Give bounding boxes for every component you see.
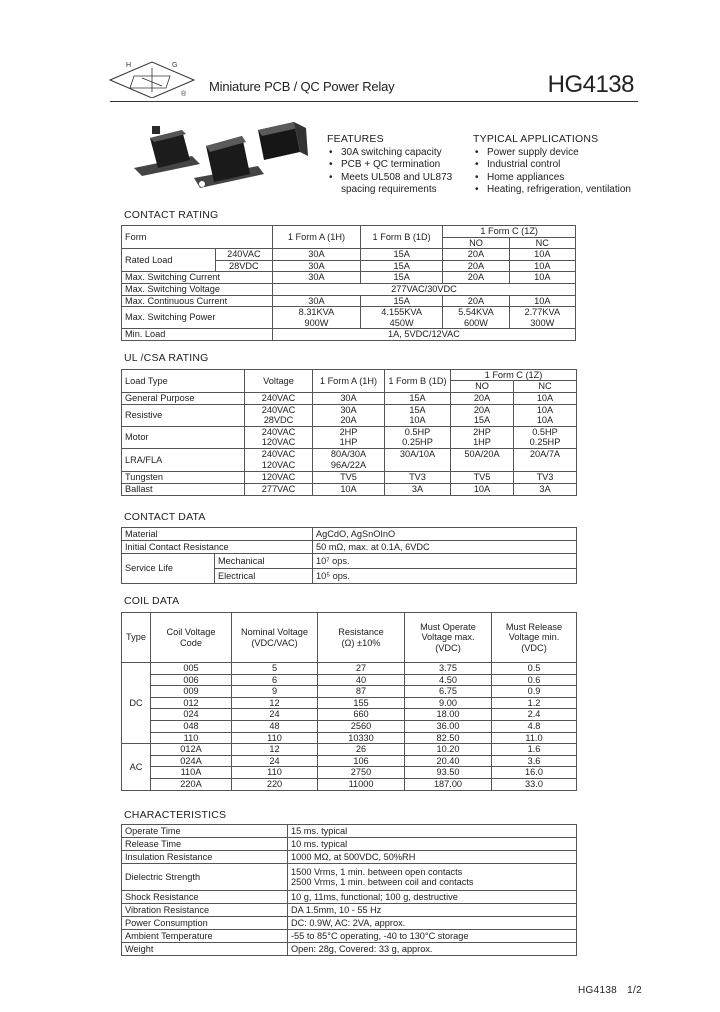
applications-block (473, 133, 653, 196)
cell: 240VAC 120VAC (245, 426, 313, 448)
cell: 15 ms. typical (288, 825, 577, 838)
coil-cell-nominal: 24 (232, 709, 318, 721)
cell: 1A, 5VDC/12VAC (272, 329, 575, 341)
brand-logo (108, 58, 196, 98)
coil-cell-code: 012 (151, 697, 232, 709)
cell: 15A 10A (385, 404, 451, 426)
characteristics-table (121, 824, 577, 956)
cell: 240VAC (245, 392, 313, 404)
coil-cell-rel: 1.2 (492, 697, 577, 709)
coil-cell-rel: 2.4 (492, 709, 577, 721)
cell: 50A/20A (451, 448, 514, 471)
coil-cell-res: 27 (318, 663, 405, 675)
rated-load-label: Rated Load (122, 249, 216, 272)
cell: 1500 Vrms, 1 min. between open contacts 2500 Vrms, 1 min. between coil and contacts (288, 864, 577, 891)
col-header-resistance: Resistance (Ω) ±10% (318, 613, 405, 663)
coil-row (122, 767, 577, 779)
application-item: • Industrial control (473, 159, 653, 171)
cell: 50 mΩ, max. at 0.1A, 6VDC (313, 541, 577, 554)
cell: 10A (509, 295, 575, 306)
contact-data-title: CONTACT DATA (124, 511, 206, 523)
coil-cell-code: 012A (151, 744, 232, 756)
cell: 2.77KVA 300W (509, 307, 575, 329)
row-label: Electrical (215, 569, 313, 584)
cell: 10A (509, 249, 575, 260)
coil-cell-res: 10330 (318, 732, 405, 744)
cell: 10⁷ ops. (313, 554, 577, 569)
coil-type-label: AC (122, 744, 151, 790)
coil-cell-res: 40 (318, 674, 405, 686)
cell: DC: 0.9W, AC: 2VA, approx. (288, 917, 577, 930)
col-header-1c: 1 Form C (1Z) (443, 226, 576, 238)
col-header-voltage: Voltage (245, 370, 313, 393)
row-label: Power Consumption (122, 917, 288, 930)
coil-cell-rel: 11.0 (492, 732, 577, 744)
feature-item: • 30A switching capacity (327, 147, 472, 159)
col-header-1b: 1 Form B (1D) (360, 226, 442, 249)
feature-item-continued: spacing requirements (341, 183, 437, 195)
coil-cell-op: 18.00 (405, 709, 492, 721)
cell: 30A (272, 295, 360, 306)
product-subtitle: Miniature PCB / QC Power Relay (209, 79, 395, 94)
cell: TV5 (313, 471, 385, 483)
coil-cell-code: 110 (151, 732, 232, 744)
row-label: Dielectric Strength (122, 864, 288, 891)
coil-cell-nominal: 12 (232, 697, 318, 709)
col-header-type: Type (122, 613, 151, 663)
coil-cell-nominal: 48 (232, 720, 318, 732)
cell: 277VAC (245, 483, 313, 495)
cell: 28VDC (215, 260, 272, 271)
row-label: Ballast (122, 483, 245, 495)
cell: 10A (451, 483, 514, 495)
cell: 10A (509, 272, 575, 283)
row-label: Shock Resistance (122, 891, 288, 904)
coil-cell-res: 155 (318, 697, 405, 709)
col-header-operate: Must Operate Voltage max. (VDC) (405, 613, 492, 663)
col-header-no: NO (451, 381, 514, 392)
cell: 10A (509, 260, 575, 271)
coil-cell-op: 10.20 (405, 744, 492, 756)
col-header-no: NO (443, 238, 509, 249)
page-footer (578, 985, 649, 996)
coil-cell-res: 2560 (318, 720, 405, 732)
coil-cell-nominal: 12 (232, 744, 318, 756)
row-label: Max. Switching Power (122, 307, 273, 329)
cell: TV5 (451, 471, 514, 483)
contact-rating-table (121, 225, 576, 341)
cell: 20A (443, 295, 509, 306)
cell: 15A (360, 272, 442, 283)
coil-row (122, 686, 577, 698)
coil-cell-nominal: 24 (232, 755, 318, 767)
row-label: Motor (122, 426, 245, 448)
col-header-1b: 1 Form B (1D) (385, 370, 451, 393)
footer-model: HG4138 (578, 985, 618, 996)
logo-letter-h: H (126, 62, 132, 69)
cell: 240VAC 120VAC (245, 448, 313, 471)
coil-cell-res: 11000 (318, 778, 405, 790)
col-header-nc: NC (509, 238, 575, 249)
cell: 20A (451, 392, 514, 404)
cell: TV3 (385, 471, 451, 483)
contact-rating-title: CONTACT RATING (124, 209, 219, 221)
feature-item: • PCB + QC termination (327, 159, 472, 171)
coil-cell-rel: 0.9 (492, 686, 577, 698)
coil-cell-rel: 1.6 (492, 744, 577, 756)
col-header-code: Coil Voltage Code (151, 613, 232, 663)
cell: 240VAC (215, 249, 272, 260)
row-label: Insulation Resistance (122, 851, 288, 864)
coil-cell-res: 106 (318, 755, 405, 767)
coil-cell-code: 009 (151, 686, 232, 698)
coil-row (122, 663, 577, 675)
col-header-release: Must Release Voltage min. (VDC) (492, 613, 577, 663)
row-label: Material (122, 528, 313, 541)
coil-cell-code: 024 (151, 709, 232, 721)
row-label: LRA/FLA (122, 448, 245, 471)
form-label: Form (122, 226, 273, 249)
coil-cell-res: 87 (318, 686, 405, 698)
cell: 20A (443, 260, 509, 271)
coil-cell-nominal: 5 (232, 663, 318, 675)
cell: 15A (360, 260, 442, 271)
cell: 10⁵ ops. (313, 569, 577, 584)
coil-cell-rel: 3.6 (492, 755, 577, 767)
row-label: Release Time (122, 838, 288, 851)
header-rule (110, 101, 638, 102)
coil-cell-nominal: 110 (232, 732, 318, 744)
application-item: • Home appliances (473, 172, 653, 184)
coil-cell-res: 660 (318, 709, 405, 721)
cell: 30A 20A (313, 404, 385, 426)
col-header-1a: 1 Form A (1H) (313, 370, 385, 393)
cell: 5.54KVA 600W (443, 307, 509, 329)
coil-cell-code: 048 (151, 720, 232, 732)
col-header-nominal: Nominal Voltage (VDC/VAC) (232, 613, 318, 663)
cell: 10 ms. typical (288, 838, 577, 851)
cell: 3A (514, 483, 577, 495)
features-block (327, 133, 472, 196)
coil-cell-op: 93.50 (405, 767, 492, 779)
cell: 4.155KVA 450W (360, 307, 442, 329)
coil-cell-nominal: 220 (232, 778, 318, 790)
row-label: Resistive (122, 404, 245, 426)
cell: 8.31KVA 900W (272, 307, 360, 329)
coil-row (122, 744, 577, 756)
contact-data-table (121, 527, 577, 584)
coil-row (122, 755, 577, 767)
coil-cell-nominal: 110 (232, 767, 318, 779)
coil-row (122, 674, 577, 686)
ul-rating-title: UL /CSA RATING (124, 352, 209, 364)
coil-cell-rel: 0.5 (492, 663, 577, 675)
cell: 20A (443, 249, 509, 260)
row-label: Initial Contact Resistance (122, 541, 313, 554)
ul-rating-table (121, 369, 577, 496)
header (108, 58, 638, 100)
cell: 30A (313, 392, 385, 404)
cell: 240VAC 28VDC (245, 404, 313, 426)
col-header-nc: NC (514, 381, 577, 392)
cell: 30A (272, 272, 360, 283)
cell: 2HP 1HP (313, 426, 385, 448)
coil-data-table (121, 612, 577, 791)
registered-mark: ® (181, 91, 187, 98)
characteristics-title: CHARACTERISTICS (124, 809, 227, 821)
coil-type-label: DC (122, 663, 151, 744)
features-title: FEATURES (327, 133, 384, 145)
row-label: Ambient Temperature (122, 930, 288, 943)
col-header-1c: 1 Form C (1Z) (451, 370, 577, 381)
cell: 10A (514, 392, 577, 404)
col-header-load: Load Type (122, 370, 245, 393)
coil-cell-rel: 33.0 (492, 778, 577, 790)
cell: 120VAC (245, 471, 313, 483)
coil-cell-op: 3.75 (405, 663, 492, 675)
cell: 10 g, 11ms, functional; 100 g, destructive (288, 891, 577, 904)
coil-cell-op: 187.00 (405, 778, 492, 790)
page-number: 1/2 (627, 985, 642, 996)
cell: 3A (385, 483, 451, 495)
coil-cell-code: 024A (151, 755, 232, 767)
coil-data-title: COIL DATA (124, 595, 180, 607)
coil-cell-op: 36.00 (405, 720, 492, 732)
service-life-label: Service Life (122, 554, 215, 584)
cell: TV3 (514, 471, 577, 483)
logo-letter-g: G (172, 62, 178, 69)
coil-cell-code: 110A (151, 767, 232, 779)
coil-cell-op: 20.40 (405, 755, 492, 767)
row-label: Vibration Resistance (122, 904, 288, 917)
cell: 10A 10A (514, 404, 577, 426)
cell: DA 1.5mm, 10 - 55 Hz (288, 904, 577, 917)
application-item: • Heating, refrigeration, ventilation (473, 184, 653, 196)
cell: 15A (360, 249, 442, 260)
row-label: Max. Continuous Current (122, 295, 273, 306)
model-number: HG4138 (547, 71, 634, 98)
cell: 30A (272, 249, 360, 260)
cell: 1000 MΩ, at 500VDC, 50%RH (288, 851, 577, 864)
cell: 15A (360, 295, 442, 306)
row-label: Max. Switching Voltage (122, 283, 273, 295)
cell: AgCdO, AgSnOInO (313, 528, 577, 541)
cell: 80A/30A 96A/22A (313, 448, 385, 471)
cell: -55 to 85°C operating, -40 to 130°C storage (288, 930, 577, 943)
cell: 20A 15A (451, 404, 514, 426)
coil-cell-op: 82.50 (405, 732, 492, 744)
coil-cell-nominal: 9 (232, 686, 318, 698)
coil-cell-rel: 16.0 (492, 767, 577, 779)
row-label: Tungsten (122, 471, 245, 483)
coil-cell-code: 006 (151, 674, 232, 686)
coil-cell-rel: 0.6 (492, 674, 577, 686)
applications-title: TYPICAL APPLICATIONS (473, 133, 599, 145)
col-header-1a: 1 Form A (1H) (272, 226, 360, 249)
cell: 15A (385, 392, 451, 404)
coil-cell-res: 26 (318, 744, 405, 756)
cell: 30A/10A (385, 448, 451, 471)
application-item: • Power supply device (473, 147, 653, 159)
coil-cell-res: 2750 (318, 767, 405, 779)
coil-row (122, 720, 577, 732)
row-label: Mechanical (215, 554, 313, 569)
cell: Open: 28g, Covered: 33 g, approx. (288, 943, 577, 956)
coil-row (122, 732, 577, 744)
coil-cell-op: 9.00 (405, 697, 492, 709)
cell: 20A (443, 272, 509, 283)
coil-row (122, 778, 577, 790)
coil-row (122, 697, 577, 709)
coil-row (122, 709, 577, 721)
coil-cell-code: 005 (151, 663, 232, 675)
coil-cell-op: 4.50 (405, 674, 492, 686)
cell: 30A (272, 260, 360, 271)
coil-cell-code: 220A (151, 778, 232, 790)
row-label: Min. Load (122, 329, 273, 341)
coil-cell-rel: 4.8 (492, 720, 577, 732)
cell: 277VAC/30VDC (272, 283, 575, 295)
coil-cell-op: 6.75 (405, 686, 492, 698)
relay-product-image (130, 118, 310, 208)
row-label: Weight (122, 943, 288, 956)
cell: 0.5HP 0.25HP (385, 426, 451, 448)
row-label: General Purpose (122, 392, 245, 404)
coil-cell-nominal: 6 (232, 674, 318, 686)
cell: 0.5HP 0.25HP (514, 426, 577, 448)
cell: 20A/7A (514, 448, 577, 471)
cell: 10A (313, 483, 385, 495)
feature-item: • Meets UL508 and UL873 (327, 172, 472, 184)
row-label: Max. Switching Current (122, 272, 273, 283)
cell: 2HP 1HP (451, 426, 514, 448)
row-label: Operate Time (122, 825, 288, 838)
